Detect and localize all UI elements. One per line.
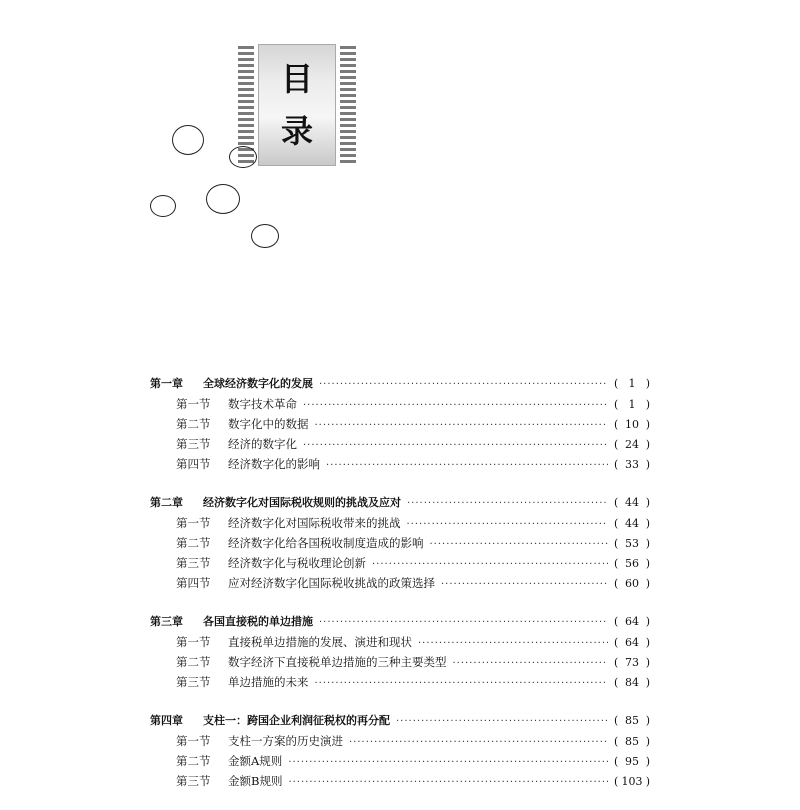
chapter-number: 第二章 — [150, 496, 183, 509]
decorative-circle — [150, 195, 176, 217]
page-value: 56 — [625, 557, 639, 570]
stripe — [238, 130, 254, 133]
page-value: 1 — [628, 398, 636, 411]
dot-leader — [396, 712, 608, 732]
decorative-circle — [229, 146, 257, 168]
section-number: 第二节 — [176, 536, 211, 550]
page-number — [614, 653, 650, 673]
stripe — [238, 142, 254, 145]
dot-leader — [349, 733, 608, 753]
stripe — [340, 76, 356, 79]
section-title: 经济的数字化 — [228, 437, 297, 451]
title-frame — [258, 44, 336, 166]
dot-leader — [407, 515, 609, 535]
stripe — [238, 76, 254, 79]
paren-close: ) — [645, 438, 650, 451]
section-entry[interactable] — [150, 553, 650, 573]
page-number — [614, 435, 650, 455]
paren-open: ( — [614, 398, 619, 411]
stripe — [238, 82, 254, 85]
section-number: 第三节 — [176, 437, 211, 451]
section-title: 金额B规则 — [228, 774, 283, 788]
section-number: 第二节 — [176, 417, 211, 431]
paren-open: ( — [614, 714, 619, 727]
chapter-title: 全球经济数字化的发展 — [203, 377, 313, 390]
page-number — [614, 554, 650, 574]
paren-open: ( — [614, 438, 619, 451]
dot-leader — [319, 375, 608, 395]
section-number: 第三节 — [176, 774, 211, 788]
page-value: 103 — [621, 775, 643, 788]
page-value: 95 — [625, 755, 639, 768]
paren-close: ) — [645, 537, 650, 550]
stripe — [340, 94, 356, 97]
page-number — [614, 534, 650, 554]
section-number: 第三节 — [176, 556, 211, 570]
paren-open: ( — [614, 755, 619, 768]
dot-leader — [407, 494, 608, 514]
title-char-2: 录 — [280, 112, 313, 150]
section-number: 第四节 — [176, 457, 211, 471]
section-number: 第二节 — [176, 754, 211, 768]
page-value: 1 — [628, 377, 636, 390]
section-title: 支柱一方案的历史演进 — [228, 734, 343, 748]
section-number: 第二节 — [176, 655, 211, 669]
stripe — [340, 124, 356, 127]
page-number — [614, 493, 650, 513]
stripe — [238, 46, 254, 49]
page-number — [614, 772, 650, 792]
page-value: 85 — [625, 735, 639, 748]
stripe — [340, 154, 356, 157]
chapter-entry[interactable] — [150, 612, 650, 632]
chapter-block — [150, 493, 650, 593]
section-title: 直接税单边措施的发展、演进和现状 — [228, 635, 412, 649]
paren-open: ( — [614, 517, 619, 530]
paren-open: ( — [614, 676, 619, 689]
stripe — [340, 118, 356, 121]
stripe — [340, 46, 356, 49]
page-number — [614, 455, 650, 475]
paren-open: ( — [614, 537, 619, 550]
stripe — [340, 106, 356, 109]
chapter-number: 第三章 — [150, 615, 183, 628]
paren-close: ) — [645, 458, 650, 471]
page-number — [614, 752, 650, 772]
decorative-circle — [251, 224, 279, 248]
chapter-entry[interactable] — [150, 711, 650, 731]
section-title: 数字技术革命 — [228, 397, 297, 411]
section-title: 单边措施的未来 — [228, 675, 309, 689]
section-entry[interactable] — [150, 394, 650, 414]
stripe — [238, 106, 254, 109]
paren-open: ( — [614, 458, 619, 471]
stripe — [340, 52, 356, 55]
page-number — [614, 711, 650, 731]
page-value: 60 — [625, 577, 639, 590]
section-title: 经济数字化与税收理论创新 — [228, 556, 366, 570]
stripe — [340, 136, 356, 139]
stripe — [340, 142, 356, 145]
page-number — [614, 673, 650, 693]
table-of-contents — [150, 374, 650, 810]
section-number: 第四节 — [176, 576, 211, 590]
chapter-title: 支柱一：跨国企业利润征税权的再分配 — [203, 714, 390, 727]
paren-open: ( — [614, 577, 619, 590]
stripe — [340, 130, 356, 133]
paren-close: ) — [645, 398, 650, 411]
page-value: 33 — [625, 458, 639, 471]
paren-close: ) — [645, 676, 650, 689]
page-number — [614, 415, 650, 435]
dot-leader — [288, 753, 608, 773]
stripe — [340, 70, 356, 73]
stripe — [238, 88, 254, 91]
dot-leader — [288, 773, 608, 793]
section-title: 应对经济数字化国际税收挑战的政策选择 — [228, 576, 435, 590]
stripe — [238, 112, 254, 115]
stripe — [340, 160, 356, 163]
section-title: 经济数字化对国际税收带来的挑战 — [228, 516, 401, 530]
chapter-entry[interactable] — [150, 493, 650, 513]
stripe — [340, 112, 356, 115]
page-value: 44 — [625, 496, 639, 509]
section-title: 数字经济下直接税单边措施的三种主要类型 — [228, 655, 447, 669]
paren-open: ( — [614, 377, 619, 390]
paren-close: ) — [645, 636, 650, 649]
paren-close: ) — [645, 656, 650, 669]
dot-leader — [372, 555, 608, 575]
section-title: 数字化中的数据 — [228, 417, 309, 431]
right-stripe-column — [340, 44, 356, 166]
paren-close: ) — [645, 377, 650, 390]
section-entry[interactable] — [150, 533, 650, 553]
paren-close: ) — [645, 418, 650, 431]
paren-close: ) — [645, 557, 650, 570]
dot-leader — [315, 674, 609, 694]
section-entry[interactable] — [150, 434, 650, 454]
stripe — [238, 94, 254, 97]
paren-open: ( — [614, 496, 619, 509]
decorative-circle — [206, 184, 240, 214]
chapter-number: 第一章 — [150, 377, 183, 390]
paren-open: ( — [614, 735, 619, 748]
page-number — [614, 395, 650, 415]
paren-open: ( — [614, 636, 619, 649]
section-entry[interactable] — [150, 632, 650, 652]
title-char-1: 目 — [280, 60, 313, 98]
dot-leader — [303, 436, 608, 456]
section-number: 第三节 — [176, 675, 211, 689]
section-entry[interactable] — [150, 513, 650, 533]
section-title: 经济数字化给各国税收制度造成的影响 — [228, 536, 424, 550]
page-number — [614, 612, 650, 632]
stripe — [340, 82, 356, 85]
stripe — [238, 70, 254, 73]
section-number: 第一节 — [176, 734, 211, 748]
page-value: 24 — [625, 438, 639, 451]
page-number — [614, 514, 650, 534]
toc-title-ornament — [238, 44, 356, 166]
stripe — [340, 148, 356, 151]
paren-open: ( — [614, 775, 619, 788]
chapter-block — [150, 612, 650, 692]
paren-open: ( — [614, 656, 619, 669]
section-entry[interactable] — [150, 751, 650, 771]
stripe — [238, 100, 254, 103]
dot-leader — [418, 634, 608, 654]
section-entry[interactable] — [150, 672, 650, 692]
section-entry[interactable] — [150, 652, 650, 672]
paren-open: ( — [614, 557, 619, 570]
stripe — [238, 124, 254, 127]
stripe — [238, 52, 254, 55]
page-value: 53 — [625, 537, 639, 550]
page-value: 73 — [625, 656, 639, 669]
dot-leader — [326, 456, 608, 476]
section-number: 第一节 — [176, 397, 211, 411]
stripe — [238, 136, 254, 139]
stripe — [238, 64, 254, 67]
dot-leader — [453, 654, 609, 674]
page-value: 64 — [625, 615, 639, 628]
section-number: 第一节 — [176, 635, 211, 649]
section-entry[interactable] — [150, 731, 650, 751]
paren-open: ( — [614, 615, 619, 628]
chapter-entry[interactable] — [150, 374, 650, 394]
page-value: 84 — [625, 676, 639, 689]
chapter-title: 经济数字化对国际税收规则的挑战及应对 — [203, 496, 401, 509]
paren-close: ) — [645, 517, 650, 530]
page-value: 10 — [625, 418, 639, 431]
stripe — [238, 118, 254, 121]
dot-leader — [430, 535, 609, 555]
chapter-block — [150, 374, 650, 474]
page-number — [614, 574, 650, 594]
page-value: 44 — [625, 517, 639, 530]
section-entry[interactable] — [150, 573, 650, 593]
page-value: 64 — [625, 636, 639, 649]
stripe — [340, 58, 356, 61]
paren-close: ) — [645, 496, 650, 509]
section-title: 经济数字化的影响 — [228, 457, 320, 471]
section-entry[interactable] — [150, 414, 650, 434]
section-entry[interactable] — [150, 454, 650, 474]
paren-open: ( — [614, 418, 619, 431]
section-entry[interactable] — [150, 771, 650, 791]
paren-close: ) — [645, 615, 650, 628]
dot-leader — [441, 575, 608, 595]
paren-close: ) — [645, 755, 650, 768]
chapter-number: 第四章 — [150, 714, 183, 727]
chapter-title: 各国直接税的单边措施 — [203, 615, 313, 628]
stripe — [238, 58, 254, 61]
paren-close: ) — [645, 775, 650, 788]
paren-close: ) — [645, 714, 650, 727]
section-title: 金额A规则 — [228, 754, 283, 768]
page-number — [614, 633, 650, 653]
decorative-circle — [172, 125, 204, 155]
stripe — [340, 88, 356, 91]
section-number: 第一节 — [176, 516, 211, 530]
page-number — [614, 732, 650, 752]
dot-leader — [319, 613, 608, 633]
paren-close: ) — [645, 577, 650, 590]
stripe — [340, 100, 356, 103]
page-number — [614, 374, 650, 394]
dot-leader — [315, 416, 609, 436]
paren-close: ) — [645, 735, 650, 748]
dot-leader — [303, 396, 608, 416]
stripe — [340, 64, 356, 67]
page-value: 85 — [625, 714, 639, 727]
chapter-block — [150, 711, 650, 791]
